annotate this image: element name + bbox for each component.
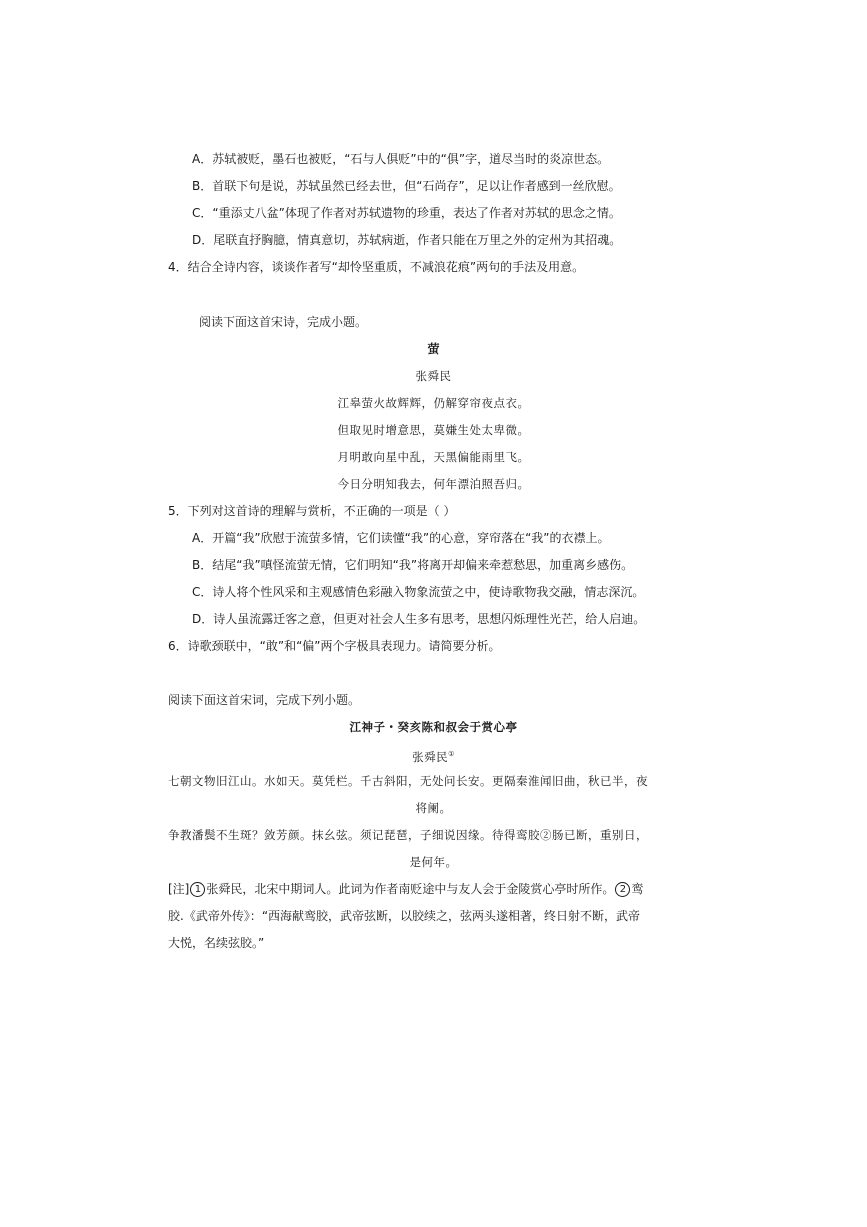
footnote-mark: ② — [540, 828, 552, 842]
q3-option-b: B．首联下句是说，苏轼虽然已经去世，但“石尚存”，足以让作者感到一丝欣慰。 — [192, 179, 621, 193]
question-4: 4．结合全诗内容，谈谈作者写“却怜坚重质，不减浪花痕”两句的手法及用意。 — [168, 260, 585, 274]
q5-option-b: B．结尾“我”嗔怪流萤无情，它们明知“我”将离开却偏来牵惹愁思，加重离乡感伤。 — [192, 558, 634, 572]
poem1-author: 张舜民 — [415, 369, 452, 383]
note-label: [注] — [168, 882, 190, 896]
q3-option-d: D．尾联直抒胸臆，情真意切，苏轼病逝，作者只能在万里之外的定州为其招魂。 — [192, 233, 622, 247]
note-text-1-tail: 鸾 — [631, 882, 644, 896]
q5-option-c: C．诗人将个性风采和主观感情色彩融入物象流萤之中，使诗歌物我交融，情志深沉。 — [192, 585, 645, 599]
q3-option-c: C．“重添丈八盆”体现了作者对苏轼遗物的珍重，表达了作者对苏轼的思念之情。 — [192, 206, 621, 220]
note-line2: 胶.《武帝外传》：“西海献鸾胶，武帝弦断，以胶续之，弦两头遂相著，终日射不断，武帝 — [168, 909, 641, 923]
q3-option-a: A．苏轼被贬，墨石也被贬，“石与人俱贬”中的“俱”字，道尽当时的炎凉世态。 — [192, 152, 610, 166]
section3-intro: 阅读下面这首宋词，完成下列小题。 — [168, 693, 361, 707]
note-line1 — [168, 880, 643, 898]
section2-intro: 阅读下面这首宋诗，完成小题。 — [199, 315, 368, 329]
note-line3: 大悦，名续弦胶。” — [168, 936, 265, 950]
poem1-line: 但取见时增意思，莫嫌生处太卑微。 — [337, 423, 530, 437]
footnote-mark: ① — [448, 750, 455, 758]
note-text-1: 张舜民，北宋中期词人。此词为作者南贬途中与友人会于金陵赏心亭时所作。 — [206, 882, 615, 896]
poem1-line: 月明敢向星中乱，天黑偏能雨里飞。 — [337, 450, 530, 464]
question-5-stem: 5．下列对这首诗的理解与赏析，不正确的一项是（ ） — [168, 504, 456, 518]
poem2-author-line — [0, 745, 867, 766]
poem1-title: 萤 — [427, 342, 440, 356]
q5-option-d: D．诗人虽流露迁客之意，但更对社会人生多有思考，思想闪烁理性光芒，给人启迪。 — [192, 612, 646, 626]
poem2-line1-end: 将阑。 — [415, 801, 452, 815]
note-mark-1: 1 — [190, 882, 205, 897]
poem2-title: 江神子・癸亥陈和叔会于赏心亭 — [349, 720, 518, 734]
q5-option-a: A．开篇“我”欣慰于流萤多情，它们读懂“我”的心意，穿帘落在“我”的衣襟上。 — [192, 531, 610, 545]
question-6: 6．诗歌颈联中，“敢”和“偏”两个字极具表现力。请简要分析。 — [168, 639, 501, 653]
poem2-line2-part-b: 肠已断，重别日， — [552, 828, 648, 842]
poem1-line: 今日分明知我去，何年漂泊照吾归。 — [337, 477, 530, 491]
poem2-line1: 七朝文物旧江山。水如天。莫凭栏。千古斜阳，无处问长安。更隔秦淮闻旧曲，秋已半，夜 — [168, 774, 648, 788]
poem1-line: 江皋萤火故辉辉，仍解穿帘夜点衣。 — [337, 396, 530, 410]
poem2-author: 张舜民 — [412, 749, 449, 764]
poem2-line2-part-a: 争教潘鬓不生斑？敛芳颜。抹幺弦。须记琵琶，子细说因缘。待得鸾胶 — [168, 828, 540, 842]
poem2-line2-end: 是何年。 — [409, 855, 458, 869]
poem2-line2 — [168, 826, 648, 844]
note-mark-2: 2 — [615, 882, 630, 897]
